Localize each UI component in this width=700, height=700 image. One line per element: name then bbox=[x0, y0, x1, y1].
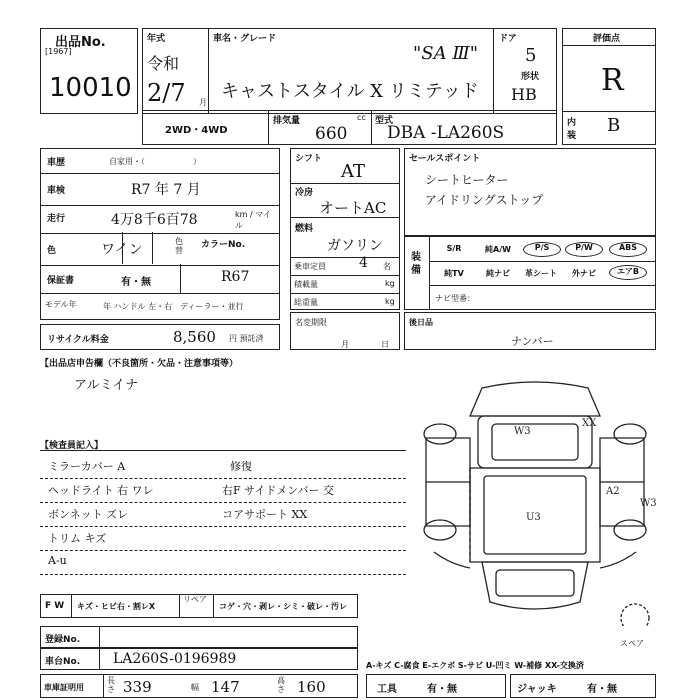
model-label: 型式 bbox=[375, 116, 394, 126]
navi-label: ナビ型番： bbox=[435, 294, 475, 303]
option-leather: 革シート bbox=[525, 269, 557, 278]
len-label: 長さ bbox=[107, 676, 115, 694]
displacement: 660 bbox=[315, 124, 348, 144]
recycle-value: 8,560 bbox=[173, 328, 216, 346]
shift: AT bbox=[341, 161, 366, 182]
lot-sub: [1967] bbox=[45, 47, 72, 56]
color-no-label: カラーNo. bbox=[201, 240, 246, 250]
era: 令和 bbox=[147, 54, 180, 73]
wid-label: 幅 bbox=[191, 683, 199, 692]
fw-row bbox=[40, 594, 358, 618]
ac-label: 冷房 bbox=[295, 188, 314, 198]
damage-legend: A-キズ C-腐食 E-エクボ S-サビ U-凹ミ W-補修 XX-交換済 bbox=[366, 661, 584, 670]
spec-row bbox=[142, 110, 557, 145]
history-label: 車歴 bbox=[47, 158, 66, 168]
inspector-note-7: 右F サイドメンバー 交 bbox=[222, 484, 334, 497]
equipment-label: 装備 bbox=[411, 252, 421, 276]
dims-label: 車庫証明用 bbox=[44, 683, 84, 692]
reg-row bbox=[40, 626, 358, 648]
lot-box bbox=[40, 28, 138, 114]
capacity-unit: 名 bbox=[383, 262, 391, 271]
color-change: 色替 bbox=[175, 237, 183, 255]
year-label: 年式 bbox=[147, 34, 166, 44]
chassis: LA260S-0196989 bbox=[113, 651, 237, 667]
fw-text2: コゲ・穴・剥レ・シミ・破レ・汚レ bbox=[219, 602, 347, 611]
after-label: 後日品 bbox=[409, 318, 433, 327]
doors: 5 bbox=[525, 45, 537, 66]
chassis-row bbox=[40, 648, 358, 670]
after-value: ナンバー bbox=[511, 335, 554, 348]
score-box bbox=[562, 28, 656, 145]
dealer-row: 年 ハンドル 左・右 ディーラー・並行 bbox=[103, 302, 244, 311]
inspector-note-8: コアサポート XX bbox=[222, 508, 308, 521]
reg-change-box bbox=[290, 312, 400, 350]
jack-box bbox=[510, 674, 656, 698]
score-label: 評価点 bbox=[593, 34, 621, 44]
height: 160 bbox=[297, 678, 326, 696]
shift-label: シフト bbox=[295, 154, 323, 164]
option-abs: ABS bbox=[609, 242, 647, 257]
score: R bbox=[601, 63, 624, 98]
sales-point-1: シートヒーター bbox=[425, 173, 509, 187]
sales-points-label: セールスポイント bbox=[409, 154, 481, 164]
fw-label: F W bbox=[45, 601, 65, 611]
spare-label: スペア bbox=[620, 639, 644, 648]
fuel-label: 燃料 bbox=[295, 224, 314, 234]
seller-notes-value: アルミイナ bbox=[74, 378, 139, 393]
name-label: 車名・グレード bbox=[213, 34, 277, 44]
interior: B bbox=[607, 115, 621, 136]
recycle-row bbox=[40, 324, 280, 350]
mark-w3-top: W3 bbox=[514, 426, 531, 437]
reg-label: 登録No. bbox=[45, 635, 81, 645]
option-aw: 純A/W bbox=[485, 245, 511, 254]
after-items-box bbox=[404, 312, 656, 350]
inspector-note-2: ヘッドライト 右 ワレ bbox=[48, 484, 154, 497]
weight-kg: kg bbox=[385, 297, 395, 306]
history-value: 自家用・（ ） bbox=[109, 157, 201, 166]
recycle-unit: 円 預託済 bbox=[229, 334, 264, 343]
color-value: ワイン bbox=[101, 242, 143, 258]
option-tv: 純TV bbox=[444, 269, 464, 278]
dealer-label: モデル年 bbox=[45, 300, 77, 309]
inspector-note-5: A-u bbox=[48, 554, 67, 567]
header-box bbox=[142, 28, 557, 114]
door-label: ドア bbox=[499, 34, 517, 44]
inspector-note-6: 修復 bbox=[230, 460, 252, 473]
inspection-value: R7 年 7 月 bbox=[131, 182, 201, 198]
sales-points-box bbox=[404, 148, 656, 236]
color-label: 色 bbox=[47, 246, 57, 256]
warranty-label: 保証書 bbox=[47, 276, 75, 286]
drive: 2WD・4WD bbox=[165, 125, 228, 136]
jack-label: ジャッキ bbox=[517, 684, 557, 695]
inspector-note-4: トリム キズ bbox=[48, 532, 107, 545]
inspector-note-1: ミラーカバー A bbox=[48, 460, 126, 473]
length: 339 bbox=[123, 678, 152, 696]
grade-top: "SA Ⅲ" bbox=[413, 43, 478, 64]
option-airbag: エアB bbox=[609, 265, 647, 280]
mileage-value: 4万8千6百78 bbox=[111, 212, 198, 228]
car-damage-diagram bbox=[410, 376, 660, 626]
option-sr: S/R bbox=[446, 244, 462, 253]
tools-box bbox=[366, 674, 506, 698]
fuel: ガソリン bbox=[327, 238, 383, 254]
load-label: 積載量 bbox=[294, 280, 318, 289]
reg-day: 日 bbox=[381, 340, 389, 349]
mark-u3: U3 bbox=[526, 512, 541, 523]
capacity: 4 bbox=[359, 255, 368, 271]
load-kg: kg bbox=[385, 279, 395, 288]
inspector-note-3: ボンネット ズレ bbox=[48, 508, 129, 521]
fw-text1: キズ・ヒビ右・割レX bbox=[77, 602, 156, 611]
lot-number: 10010 bbox=[49, 73, 132, 103]
mark-w3-side: W3 bbox=[640, 498, 657, 509]
shape: HB bbox=[511, 85, 537, 104]
reg-month: 月 bbox=[341, 340, 349, 349]
equipment-box bbox=[404, 236, 656, 310]
tools-label: 工具 bbox=[377, 684, 397, 695]
lot-label: 出品No. bbox=[55, 35, 106, 50]
option-navi: 純ナビ bbox=[486, 269, 510, 278]
hgt-label: 高さ bbox=[277, 676, 285, 694]
model: DBA -LA260S bbox=[387, 123, 505, 143]
option-ext-navi: 外ナビ bbox=[572, 269, 596, 278]
month-unit: 月 bbox=[199, 98, 207, 107]
tools-value: 有・無 bbox=[427, 684, 457, 695]
displacement-label: 排気量 bbox=[273, 116, 301, 126]
capacity-label: 乗車定員 bbox=[294, 262, 326, 271]
interior-label: 内装 bbox=[567, 118, 577, 141]
warranty-value: 有・無 bbox=[121, 277, 151, 288]
width: 147 bbox=[211, 678, 240, 696]
option-pw: P/W bbox=[565, 242, 603, 257]
option-ps: P/S bbox=[523, 242, 561, 257]
mileage-unit: km / マイル bbox=[235, 210, 272, 230]
reg-change-label: 名変期限 bbox=[295, 318, 327, 327]
mark-xx: XX bbox=[582, 418, 597, 429]
dims-row bbox=[40, 674, 358, 698]
cc-unit: cc bbox=[357, 113, 366, 122]
fw-label2: リペア bbox=[183, 595, 207, 604]
left-spec-table bbox=[40, 148, 280, 320]
sales-point-2: アイドリングストップ bbox=[425, 193, 544, 207]
mileage-label: 走行 bbox=[47, 214, 66, 224]
car-name: キャストスタイル X リミテッド bbox=[221, 81, 479, 102]
shape-label: 形状 bbox=[521, 72, 540, 82]
chassis-label: 車台No. bbox=[45, 657, 81, 667]
mark-a2: A2 bbox=[606, 486, 620, 497]
ac: オートAC bbox=[319, 199, 387, 217]
recycle-label: リサイクル料金 bbox=[47, 335, 109, 345]
mid-spec-table bbox=[290, 148, 400, 310]
seller-notes-label: 【出品店申告欄（不良箇所・欠品・注意事項等） bbox=[40, 359, 239, 369]
year-month: 2/7 bbox=[147, 79, 186, 107]
color-no: R67 bbox=[221, 269, 250, 285]
inspector-label: 【検査員記入】 bbox=[40, 441, 104, 451]
weight-label: 総重量 bbox=[294, 298, 318, 307]
jack-value: 有・無 bbox=[587, 684, 617, 695]
inspection-label: 車検 bbox=[47, 186, 66, 196]
